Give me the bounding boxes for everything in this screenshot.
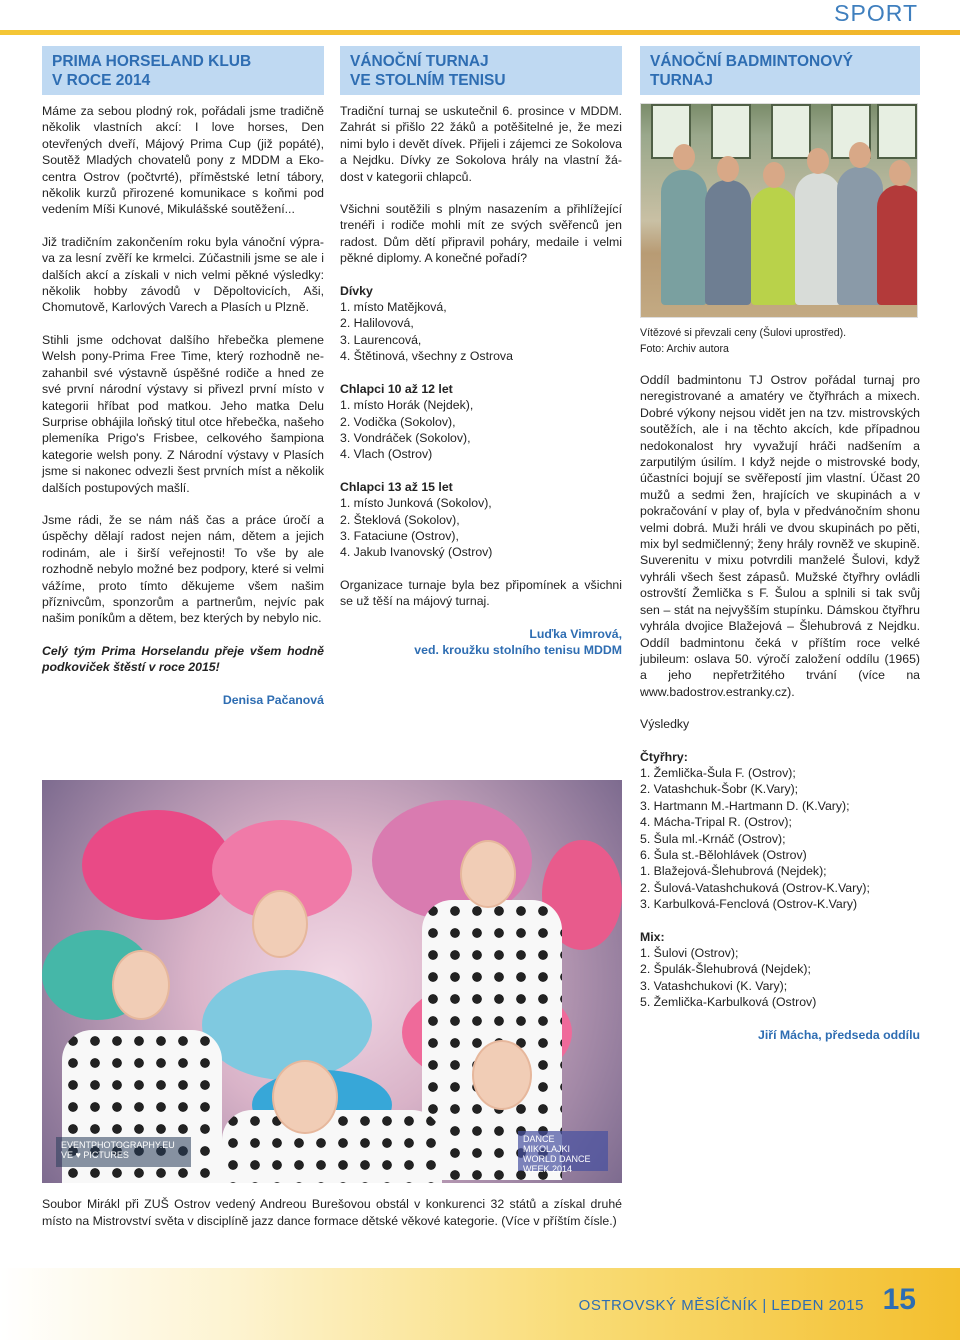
badminton-winners-photo [640, 103, 918, 318]
section-label: SPORT [834, 0, 918, 26]
result-line: 1. Šulovi (Ostrov); [640, 946, 739, 960]
result-line: 3. Vondráček (Sokolov), [340, 430, 471, 445]
person-head [717, 156, 739, 182]
heading-line: VÁNOČNÍ TURNAJ [350, 53, 489, 70]
window [711, 104, 751, 159]
result-line: 2. Vodička (Sokolov), [340, 414, 456, 429]
face [472, 1040, 532, 1110]
article-table-tennis [340, 46, 622, 658]
window [771, 104, 811, 159]
bow [82, 810, 232, 920]
result-line: 4. Jakub Ivanovský (Ostrov) [340, 545, 493, 560]
event-logo: DANCE MIKOLAJKI WORLD DANCE WEEK 2014 [518, 1131, 608, 1171]
person [751, 187, 797, 305]
dance-photo [42, 780, 622, 1183]
paragraph: Všichni soutěžili s plným nasazením a přihlížející trenéři i rodiče mohli mít ze svých svěřenců jen radost. Dům dětí připravil poháry, medaile i velmi pěkné diplomy. A konečné pořadí? [340, 202, 622, 266]
result-line: 4. Vlach (Ostrov) [340, 447, 433, 462]
dance-caption: Soubor Mirákl při ZUŠ Ostrov vedený Andreou Burešovou obstál v konkurenci 32 států a získal druhé místo na Mistrovství světa v disciplíně jazz dance formace dětské věkové kategorie. (Více v příštím čísle.) [42, 1197, 622, 1228]
top-rule [0, 30, 960, 35]
heading-line: VÁNOČNÍ BADMINTONOVÝ [650, 53, 853, 70]
results-label: Výsledky [640, 717, 690, 732]
results-boys-13 [340, 479, 622, 561]
photographer-logo: EVENTPHOTOGRAPHY.EU VE ♥ PICTURES [56, 1137, 191, 1167]
face [460, 840, 516, 908]
paragraph: Již tradičním zakončením roku byla vánoční výprava za lesní zvěří ke krmelci. Zúčastnili jsme se ale i dalších akcí a získali v nich velmi pěkné výsledky: několik hobby závodů v Děpoltovicích, Aši, Chomutově, Karlových Varech a Plasích u Plzně. [42, 234, 324, 315]
result-line: 5. Šula ml.-Krnáč (Ostrov); [640, 831, 786, 846]
results-title: Chlapci 13 až 15 let [340, 479, 453, 494]
result-line: 2. Vatashchuk-Šobr (K.Vary); [640, 782, 799, 797]
footer-publication: OSTROVSKÝ MĚSÍČNÍK | LEDEN 2015 [578, 1297, 864, 1314]
face [112, 950, 170, 1020]
result-line: 6. Šula st.-Bělohlávek (Ostrov) [640, 847, 807, 862]
article-heading [42, 46, 324, 95]
paragraph: Jsme rádi, že se nám náš čas a práce úročí a úspěchy dělají radost nejen nám, dětem a jejich rodinám, ale i širší veřejnosti! To vše by ale rozhodně nebylo možné bez podpory, které si velmi vážíme, proto tímto děkujeme všem našim příznivcům, sponzorům a partnerům, nejvíc pak našim poníkům a dětem, bez kterých by nebylo nic. [42, 512, 324, 626]
results-title: Dívky [340, 283, 373, 298]
photo-credit: Foto: Archiv autora [640, 343, 729, 355]
result-line: 1. Blažejová-Šlehubrová (Nejdek); [640, 864, 827, 879]
heading-line: V ROCE 2014 [52, 72, 151, 89]
results-title: Čtyřhry: [640, 749, 688, 764]
result-line: 2. Špulák-Šlehubrová (Nejdek); [640, 962, 811, 977]
author: Luďka Vimrová, [529, 626, 622, 641]
result-line: 3. Hartmann M.-Hartmann D. (K.Vary); [640, 798, 850, 813]
result-line: 4. Štětinová, všechny z Ostrova [340, 349, 513, 364]
person [705, 180, 751, 305]
result-line: 3. Fataciune (Ostrov), [340, 528, 459, 543]
face [272, 1060, 338, 1134]
results-title: Mix: [640, 929, 665, 944]
person [795, 173, 841, 305]
result-line: 4. Mácha-Tripal R. (Ostrov); [640, 815, 792, 830]
result-line: 3. Laurencová, [340, 332, 422, 347]
paragraph: Máme za sebou plodný rok, pořádali jsme tradičně několik vlastních akcí: I love horses, Den otevřených dveří, Májový Prima Cup (již popáté), Soutěž Mladých chovatelů pony z MDDM a Ekocentra Ostrov (počtvrté), příměstské letní tábory, několik kurzů přirozené komunikace s koňmi pod vedením Míši Kunové, Mikulášské soutěžení... [42, 104, 324, 217]
heading-line: VE STOLNÍM TENISU [350, 72, 506, 89]
result-line: 1. Žemlička-Šula F. (Ostrov); [640, 765, 796, 780]
result-line: 1. místo Horák (Nejdek), [340, 398, 474, 413]
paragraph: Oddíl badmintonu TJ Ostrov pořádal turnaj pro neregistrované a amatéry ve čtyřhrách a mixech. Dobré výkony nejsou vidět jen na tzv. mistrovských soutěžích, ale i na těchto akcích, kde případnou nedokonalost hry vyvažují hráči nadšením a zarputilým úsilím. I když nejde o mistrovské body, účastníci bojují se svěřepostí jim vlastní. Účast 20 mužů a sedmi žen, hrajících ve skupinách a v pokračování v play of, byla v předvánočním shonu velmi dobrá. Muži hráli ve dvou skupinách po pěti, mix byl sedmičlenný; ženy hrály rovněž ve skupině. Suverenitu v mixu potvrdili manželé Šulovi, když vyhráli všech šest zápasů. Mužské čtyřhry ovládli ostrovští Žemlička s F. Šulou a splnili si tak svůj sen – stát na nejvyšším stupínku. Dámskou čtyřhru vyhrála dvojice Blažejová – Šlehubrová z Nejdku. Oddíl badmintonu čeká v příštím roce velké jubileum: oslava 50. výročí založení oddílu (1965) a jeho nepřetržitého trvání (více na www.badostrov.estranky.cz). [640, 373, 920, 699]
article-badminton [640, 46, 920, 1043]
person-head [849, 142, 871, 168]
heading-line: PRIMA HORSELAND KLUB [52, 53, 252, 70]
window [877, 104, 917, 159]
result-line: 3. Vatashchukovi (K. Vary); [640, 978, 788, 993]
paragraph: Organizace turnaje byla bez připomínek a všichni se už těší na májový turnaj. [340, 577, 622, 609]
bow [202, 970, 372, 1080]
paragraph: Tradiční turnaj se uskutečnil 6. prosince v MDDM. Zahrát si přišlo 22 žáků a potěšitelné je, že mezi nimi bylo i devět dívek. Přijeli i zájemci ze Sokolova a Nejdku. Dívky ze Sokolova hrály na vlastní žádost v kategorii chlapců. [340, 104, 622, 184]
person [661, 170, 707, 305]
result-line: 2. Šulová-Vatashchuková (Ostrov-K.Vary); [640, 880, 870, 895]
person-head [889, 160, 911, 186]
result-line: 3. Karbulková-Fenclová (Ostrov-K.Vary) [640, 897, 858, 912]
person [877, 185, 918, 305]
closing-wish: Celý tým Prima Horselandu přeje všem hodně podkoviček štěstí v roce 2015! [42, 643, 324, 675]
result-line: 5. Žemlička-Karbulková (Ostrov) [640, 995, 817, 1010]
result-line: 1. místo Matějková, [340, 300, 447, 315]
results-doubles [640, 749, 920, 913]
page-number: 15 [882, 1283, 916, 1316]
person-head [763, 162, 785, 188]
result-line: 2. Halilovová, [340, 316, 414, 331]
photo-caption: Vítězové si převzali ceny (Šulovi uprostřed). [640, 327, 847, 339]
result-line: 2. Šteklová (Sokolov), [340, 512, 460, 527]
heading-line: TURNAJ [650, 72, 713, 89]
author: Denisa Pačanová [222, 692, 324, 707]
article-heading [340, 46, 622, 95]
results-girls [340, 283, 622, 365]
result-line: 1. místo Junková (Sokolov), [340, 496, 492, 511]
results-boys-10 [340, 381, 622, 463]
author-role: ved. kroužku stolního tenisu MDDM [414, 642, 622, 657]
face [252, 890, 308, 958]
author: Jiří Mácha, předseda oddílu [758, 1027, 920, 1042]
results-title: Chlapci 10 až 12 let [340, 381, 453, 396]
costume [222, 1110, 442, 1183]
person-head [807, 148, 829, 174]
results-mix [640, 929, 920, 1011]
article-heading [640, 46, 920, 95]
person-head [673, 144, 695, 170]
article-horseland [42, 46, 324, 708]
paragraph: Stihli jsme odchovat dalšího hřebečka plemene Welsh pony-Prima Free Time, který rozhodně nezahanbil své výstavně úspěšné rodiče a hned ze své první národní výstavy si přivezl první místo v kategorii hříbat pod matkou. Jeho matka Delu Surprise obhájila loňský titul otce hřebečka, našeho plemeníka Prigo's Frisbee, celkového šampiona kategorie welsh pony. Z Národní výstavy v Plasích jsme si nakonec odvezli šest prvních míst a několik dalších postupových mašlí. [42, 332, 324, 495]
